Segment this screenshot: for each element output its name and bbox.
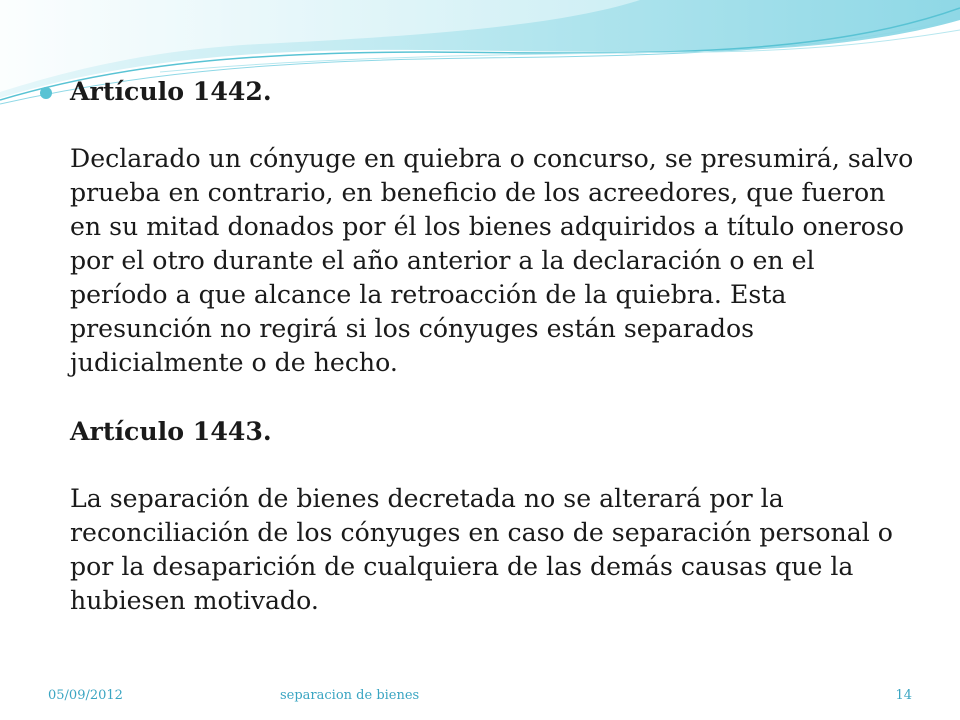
bullet-dot-icon bbox=[40, 87, 52, 99]
page-number: 14 bbox=[895, 688, 912, 703]
bullet-text bbox=[70, 74, 920, 618]
article-1443-heading: Artículo 1443. bbox=[70, 416, 272, 446]
spacer bbox=[70, 380, 920, 414]
spacer bbox=[70, 108, 920, 142]
spacer bbox=[70, 448, 920, 482]
slide-content bbox=[40, 74, 920, 618]
footer-title: separacion de bienes bbox=[280, 688, 420, 703]
slide-footer bbox=[0, 688, 960, 708]
article-1442-body: Declarado un cónyuge en quiebra o concurso, se presumirá, salvo prueba en contrario, en beneficio de los acreedores, que fueron en su mitad donados por él los bienes adquiridos a título oneroso por el otro durante el año anterior a la declaración o en el período a que alcance la retroacción de la quiebra. Esta presunción no regirá si los cónyuges están separados judicialmente o de hecho. bbox=[70, 144, 914, 377]
article-1443-body: La separación de bienes decretada no se alterará por la reconciliación de los cónyuges en caso de separación personal o por la desaparición de cualquiera de las demás causas que la hubiesen motivado. bbox=[70, 484, 893, 615]
article-1442-heading: Artículo 1442. bbox=[70, 76, 272, 106]
footer-date: 05/09/2012 bbox=[48, 688, 123, 703]
